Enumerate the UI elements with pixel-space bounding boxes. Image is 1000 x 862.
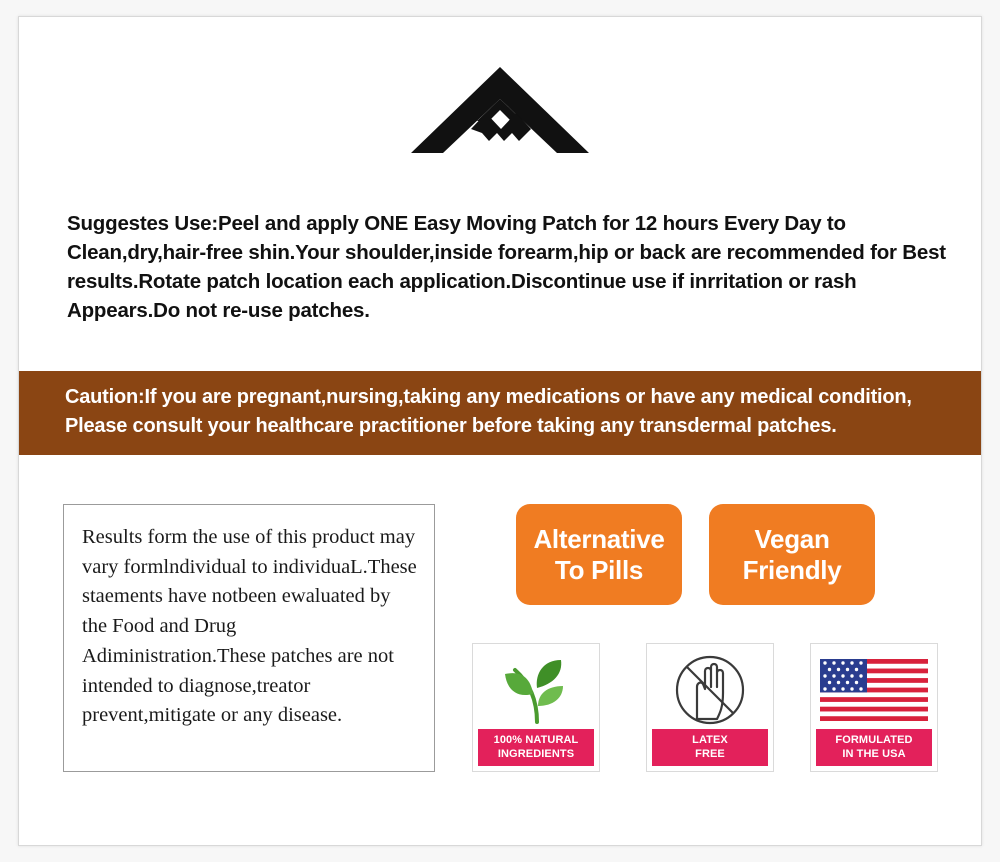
badge-art [652, 650, 768, 729]
mountain-chevron-icon [407, 63, 593, 159]
badge-alternative-to-pills [516, 504, 682, 605]
disclaimer-text: Results form the use of this product may vary formlndividual to individuaL.These staements have notbeen ewaluated by the Food and Drug Adiministration.These patches are not intended to diagnose,treator prevent,mitigate or any disease. [82, 526, 417, 727]
brand-logo [19, 51, 981, 171]
pill-label [743, 524, 842, 585]
badge-caption [478, 729, 594, 766]
caution-bar [19, 371, 981, 455]
directions-text: Suggestes Use:Peel and apply ONE Easy Moving Patch for 12 hours Every Day to Clean,dry,hair-free shin.Your shoulder,inside forearm,hip or back are recommended for Best results.Rotate patch location each application.Discontinue use if inrritation or rash Appears.Do not re-use patches. [67, 212, 946, 323]
badge-vegan-friendly [709, 504, 875, 605]
usa-flag-icon [820, 659, 928, 721]
pill-line-1: Vegan [754, 523, 830, 554]
disclaimer-box [63, 504, 435, 772]
badge-caption-line-1: LATEX [692, 734, 728, 747]
badge-caption [816, 729, 932, 766]
badge-caption-line-1: FORMULATED [835, 734, 913, 747]
pill-label [533, 524, 664, 585]
leaf-icon [497, 654, 575, 726]
badge-caption-line-2: IN THE USA [842, 747, 906, 760]
caution-text: Caution:If you are pregnant,nursing,taking any medications or have any medical condition, Please consult your healthcare practitioner before taking any transdermal patches. [65, 386, 912, 437]
pill-line-2: To Pills [554, 554, 644, 585]
badge-art [478, 650, 594, 729]
badge-natural-ingredients [472, 643, 600, 772]
pill-line-1: Alternative [533, 523, 665, 554]
badge-caption [652, 729, 768, 766]
badge-caption-line-2: INGREDIENTS [497, 747, 575, 760]
product-label-card [18, 16, 982, 846]
badge-caption-line-2: FREE [695, 747, 725, 760]
no-latex-glove-icon [670, 653, 750, 727]
pill-line-2: Friendly [742, 554, 842, 585]
badge-caption-line-1: 100% NATURAL [493, 734, 579, 747]
badge-formulated-in-usa [810, 643, 938, 772]
badge-art [816, 650, 932, 729]
badge-latex-free [646, 643, 774, 772]
